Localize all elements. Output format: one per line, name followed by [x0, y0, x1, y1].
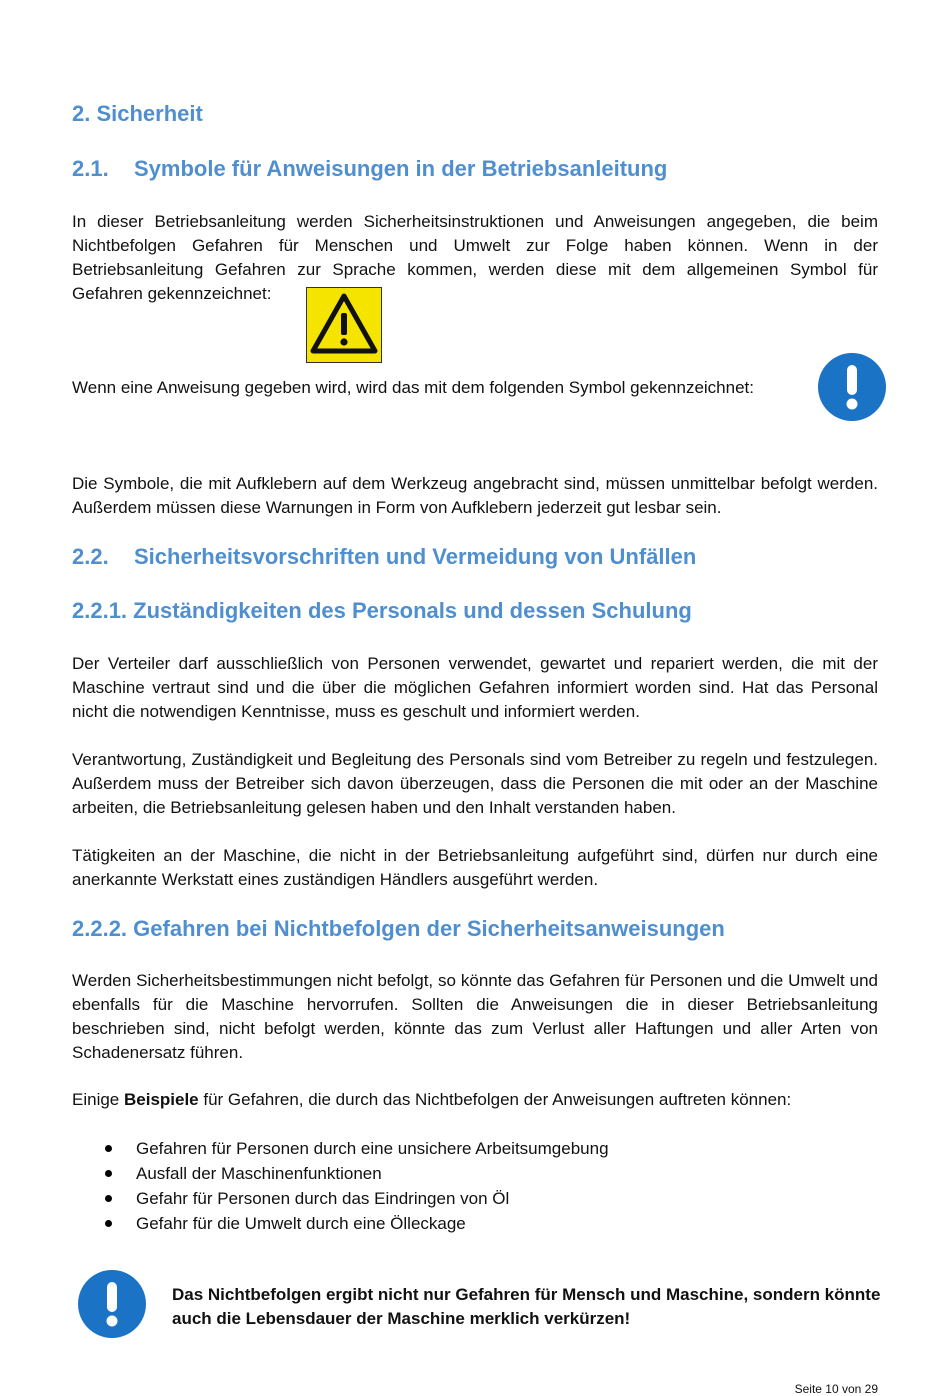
- list-item: Gefahr für Personen durch das Eindringen von Öl: [72, 1186, 878, 1211]
- exclamation-circle-icon: [77, 1269, 147, 1339]
- page-number: Seite 10 von 29: [794, 1382, 878, 1396]
- paragraph-stickers: Die Symbole, die mit Aufklebern auf dem Werkzeug angebracht sind, müssen unmittelbar befolgt werden. Außerdem müssen diese Warnungen in Form von Aufklebern jederzeit gut lesbar sein.: [72, 474, 878, 517]
- heading-2-1-title: Symbole für Anweisungen in der Betriebsanleitung: [134, 156, 668, 181]
- heading-2-2-title: Sicherheitsvorschriften und Vermeidung von Unfällen: [134, 544, 697, 569]
- paragraph-responsibility: Verantwortung, Zuständigkeit und Begleitung des Personals sind vom Betreiber zu regeln und festzulegen. Außerdem muss der Betreiber sich davon überzeugen, dass die Personen die mit oder an der Maschine arbeiten, die Betriebsanleitung gelesen haben und den Inhalt verstanden haben.: [72, 750, 878, 817]
- paragraph-symbols-intro: In dieser Betriebsanleitung werden Sicherheitsinstruktionen und Anweisungen angegeben, die beim Nichtbefolgen Gefahren für Menschen und Umwelt zur Folge haben können. Wenn in der Betriebsanleitung Gefahren zur Sprache kommen, werden diese mit dem allgemeinen Symbol für Gefahren gekennzeichnet:: [72, 212, 878, 303]
- warning-triangle-icon: [306, 287, 382, 363]
- exclamation-circle-icon: [817, 352, 887, 422]
- paragraph-activities: Tätigkeiten an der Maschine, die nicht in der Betriebsanleitung aufgeführt sind, dürfen nur durch eine anerkannte Werkstatt eines zuständigen Händlers ausgeführt werden.: [72, 846, 878, 889]
- section-title: 2. Sicherheit: [72, 101, 203, 126]
- paragraph-consequences: Werden Sicherheitsbestimmungen nicht befolgt, so könnte das Gefahren für Personen und die Umwelt und ebenfalls für die Maschine hervorrufen. Sollten die Anweisungen die in dieser Betriebsanleitung beschrieben sind, nicht befolgt werden, könnte das zum Verlust aller Haftungen und aller Arten von Schadenersatz führen.: [72, 971, 878, 1062]
- examples-post: für Gefahren, die durch das Nichtbefolgen der Anweisungen auftreten können:: [198, 1090, 792, 1109]
- examples-pre: Einige: [72, 1090, 124, 1109]
- heading-2-1: [72, 156, 667, 182]
- list-item: Gefahr für die Umwelt durch eine Ölleckage: [72, 1211, 878, 1236]
- paragraph-instruction-symbol: Wenn eine Anweisung gegeben wird, wird das mit dem folgenden Symbol gekennzeichnet:: [72, 378, 754, 397]
- heading-2-2-1: 2.2.1. Zuständigkeiten des Personals und dessen Schulung: [72, 598, 692, 623]
- heading-2-1-number: 2.1.: [72, 156, 109, 181]
- examples-bold: Beispiele: [123, 1090, 199, 1109]
- paragraph-personnel: Der Verteiler darf ausschließlich von Personen verwendet, gewartet und repariert werden, die mit der Maschine vertraut sind und die über die möglichen Gefahren informiert worden sind. Hat das Personal nicht die notwendigen Kenntnisse, muss es geschult und informiert werden.: [72, 654, 878, 721]
- heading-2-2-2: 2.2.2. Gefahren bei Nichtbefolgen der Sicherheitsanweisungen: [72, 916, 725, 941]
- heading-2-2: [72, 544, 696, 570]
- list-item: Gefahren für Personen durch eine unsichere Arbeitsumgebung: [72, 1136, 878, 1161]
- examples-list: [72, 1136, 878, 1236]
- paragraph-examples: [72, 1088, 878, 1112]
- list-item: Ausfall der Maschinenfunktionen: [72, 1161, 878, 1186]
- heading-2-2-number: 2.2.: [72, 544, 109, 569]
- warning-note: Das Nichtbefolgen ergibt nicht nur Gefahren für Mensch und Maschine, sondern könnte auch die Lebensdauer der Maschine merklich verkürzen!: [172, 1285, 881, 1328]
